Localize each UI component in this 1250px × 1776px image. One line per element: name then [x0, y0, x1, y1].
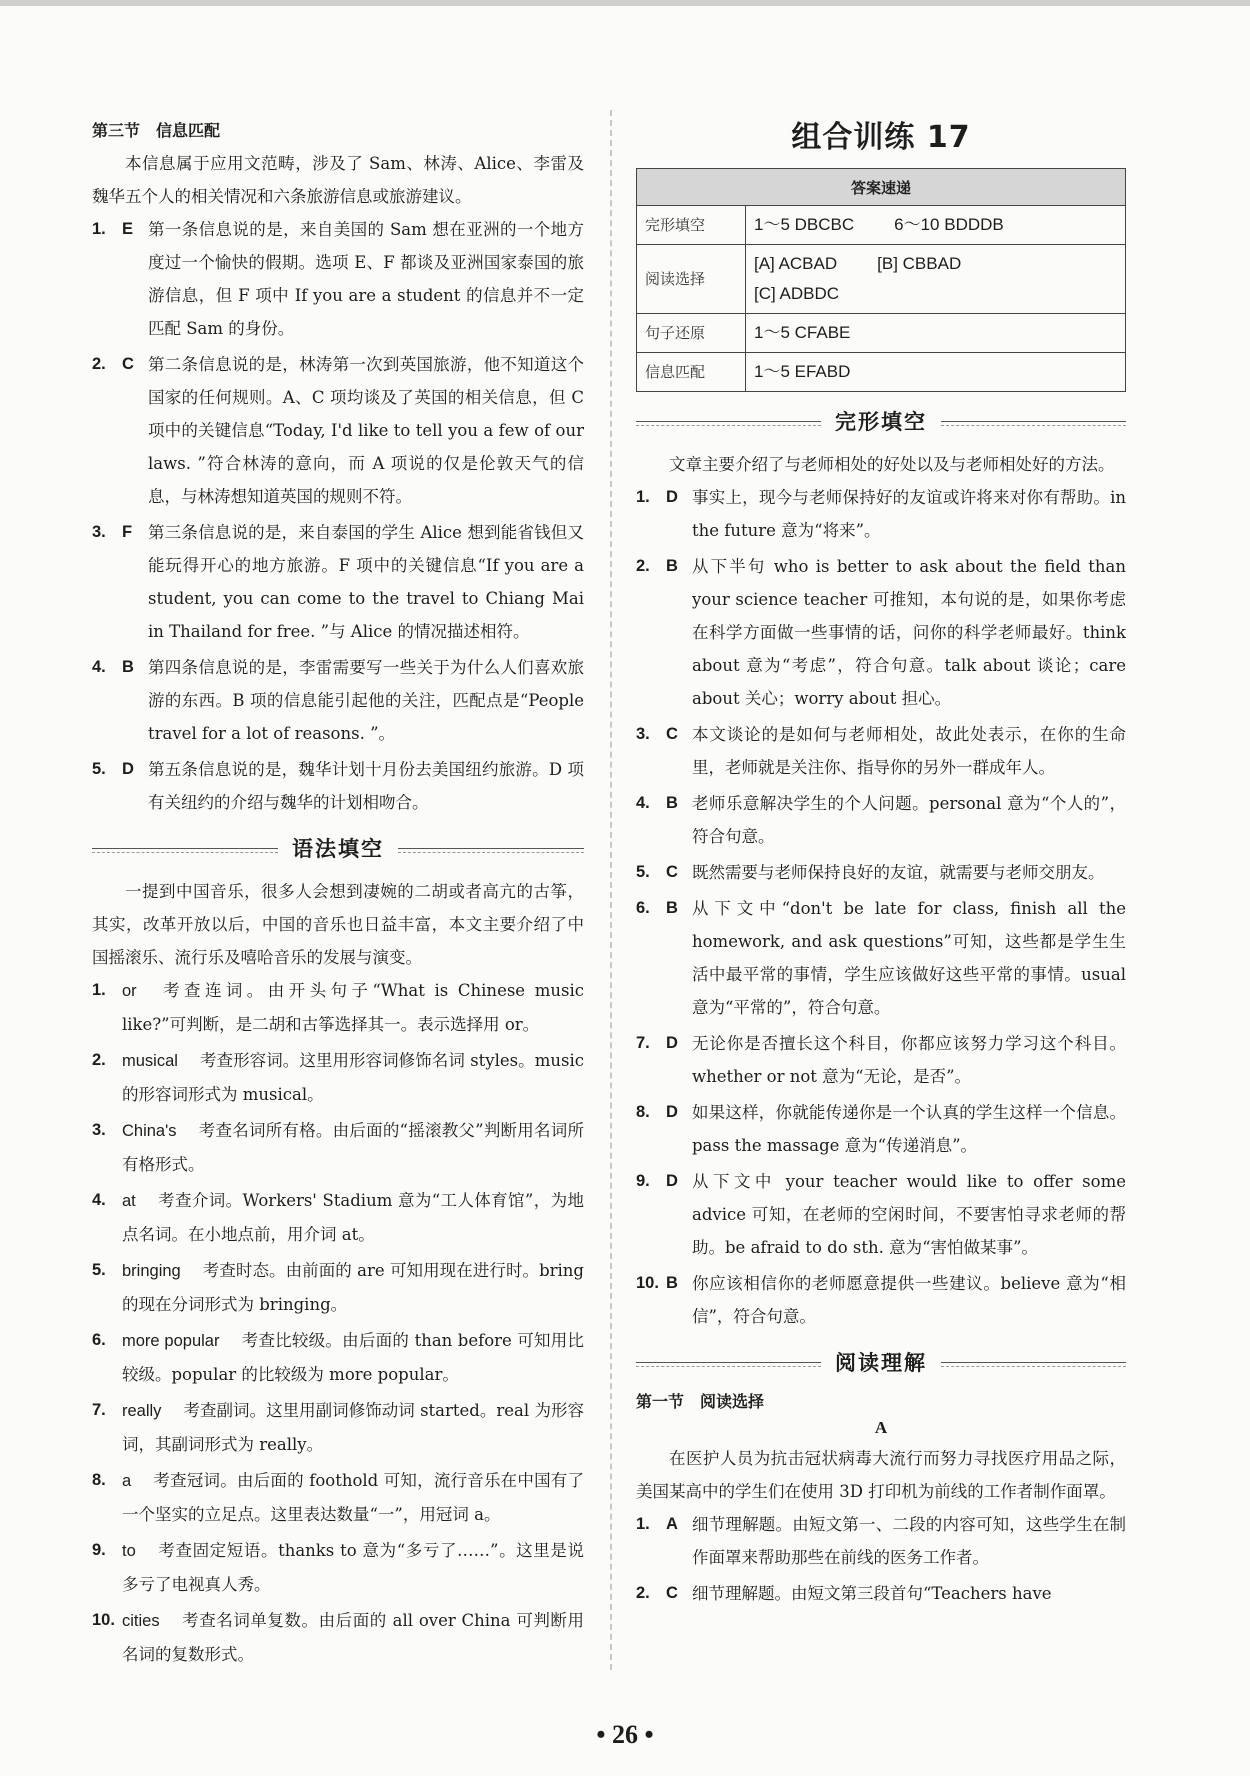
- answer-group: 1～5 DBCBC: [754, 215, 855, 234]
- item-answer: at: [122, 1192, 136, 1210]
- item-explanation: 考查副词。这里用副词修饰动词 started。real 为形容词，其副词形式为 really。: [122, 1401, 584, 1454]
- answer-item: [92, 1394, 584, 1461]
- item-explanation-block: [692, 481, 1126, 547]
- item-explanation: 考查名词所有格。由后面的“摇滚教父”判断用名词所有格形式。: [122, 1121, 584, 1174]
- answer-item: [92, 1114, 584, 1181]
- item-explanation-block: [122, 1324, 584, 1391]
- answer-group: 1～5 EFABD: [754, 362, 851, 381]
- item-answer: B: [666, 899, 678, 917]
- answer-item: [92, 1324, 584, 1391]
- answer-summary-table: [636, 168, 1126, 392]
- section-title-reading: 第一节 阅读选择: [636, 1392, 765, 1411]
- page-number: • 26 •: [596, 1720, 654, 1749]
- item-number: 4.: [92, 658, 106, 676]
- answer-table-row: [637, 206, 1126, 245]
- item-explanation-block: [122, 1044, 584, 1111]
- column-divider: [610, 110, 612, 1670]
- item-number: 1.: [636, 488, 650, 506]
- answer-group: 1～5 CFABE: [754, 323, 851, 342]
- item-number: 3.: [92, 1121, 106, 1139]
- matching-intro: 本信息属于应用文范畴，涉及了 Sam、林涛、Alice、李雷及魏华五个人的相关情况和六条旅游信息或旅游建议。: [92, 154, 584, 206]
- answer-table-row: [637, 353, 1126, 392]
- matching-answers: [92, 213, 584, 819]
- answer-item: [92, 213, 584, 345]
- cloze-answers: [636, 481, 1126, 1333]
- item-number: 8.: [92, 1471, 106, 1489]
- item-answer: China's: [122, 1122, 177, 1140]
- answer-item: [92, 974, 584, 1041]
- item-explanation: 从下文中“don't be late for class, finish all the homework, and ask questions”可知，这些都是学生生活中最平常的事情，学生应该做好这些平常的事情。usual 意为“平常的”，符合句意。: [692, 899, 1126, 1017]
- answer-group: [C] ADBDC: [754, 284, 840, 303]
- answer-item: [636, 856, 1126, 889]
- item-answer: C: [666, 863, 678, 881]
- left-column: [92, 110, 584, 1674]
- item-answer: bringing: [122, 1262, 181, 1280]
- item-explanation: 考查固定短语。thanks to 意为“多亏了……”。这里是说多亏了电视真人秀。: [122, 1541, 584, 1594]
- answer-item: [636, 1096, 1126, 1162]
- item-explanation: 第三条信息说的是，来自泰国的学生 Alice 想到能省钱但又能玩得开心的地方旅游。F 项中的关键信息“If you are a student, you can come to the travel to Chiang Mai in Thailand for free. ”与 Alice 的情况描述相符。: [148, 523, 584, 641]
- item-explanation: 从下文中 your teacher would like to offer some advice 可知，在老师的空闲时间，不要害怕寻求老师的帮助。be afraid to do sth. 意为“害怕做某事”。: [692, 1172, 1126, 1257]
- item-explanation-block: [122, 1394, 584, 1461]
- item-explanation-block: [122, 1114, 584, 1181]
- answer-item: [636, 718, 1126, 784]
- item-explanation-block: [122, 1254, 584, 1321]
- item-answer: B: [666, 794, 678, 812]
- answer-item: [92, 516, 584, 648]
- item-number: 1.: [636, 1515, 650, 1533]
- item-answer: A: [666, 1515, 678, 1533]
- answer-table-header: 答案速递: [637, 169, 1126, 206]
- item-explanation-block: [148, 753, 584, 819]
- answer-item: [92, 1184, 584, 1251]
- item-explanation: 考查冠词。由后面的 foothold 可知，流行音乐在中国有了一个坚实的立足点。这里表达数量“一”，用冠词 a。: [122, 1471, 584, 1524]
- top-edge: [0, 0, 1250, 6]
- item-answer: C: [122, 355, 134, 373]
- reading-banner: [636, 1347, 1126, 1377]
- item-number: 5.: [636, 863, 650, 881]
- item-answer: to: [122, 1542, 136, 1560]
- item-explanation: 考查形容词。这里用形容词修饰名词 styles。music 的形容词形式为 musical。: [122, 1051, 584, 1104]
- item-answer: C: [666, 1584, 678, 1602]
- item-explanation: 考查连词。由开头句子“What is Chinese music like?”可判断，是二胡和古筝选择其一。表示选择用 or。: [122, 981, 584, 1034]
- answer-table-key: 句子还原: [637, 314, 746, 353]
- answer-group: 6～10 BDDDB: [894, 215, 1004, 234]
- answer-table-value: [746, 314, 1126, 353]
- item-answer: musical: [122, 1052, 178, 1070]
- item-explanation-block: [692, 1165, 1126, 1264]
- page-title: 组合训练 17: [791, 120, 971, 155]
- answer-item: [92, 1604, 584, 1671]
- grammar-banner: [92, 833, 584, 863]
- section-title-matching: 第三节 信息匹配: [92, 121, 221, 140]
- item-answer: D: [666, 1034, 678, 1052]
- grammar-intro: 一提到中国音乐，很多人会想到凄婉的二胡或者高亢的古筝，其实，改革开放以后，中国的音乐也日益丰富，本文主要介绍了中国摇滚乐、流行乐及嘻哈音乐的发展与演变。: [92, 882, 584, 967]
- item-explanation-block: [692, 550, 1126, 715]
- item-number: 9.: [92, 1541, 106, 1559]
- grammar-banner-label: 语法填空: [292, 837, 384, 861]
- item-explanation: 考查介词。Workers' Stadium 意为“工人体育馆”，为地点名词。在小地点前，用介词 at。: [122, 1191, 584, 1244]
- answer-item: [92, 1534, 584, 1601]
- item-number: 4.: [636, 794, 650, 812]
- item-answer: more popular: [122, 1332, 220, 1350]
- answer-item: [92, 753, 584, 819]
- answer-item: [636, 1267, 1126, 1333]
- item-answer: a: [122, 1472, 132, 1490]
- item-explanation-block: [148, 651, 584, 750]
- item-explanation: 考查名词单复数。由后面的 all over China 可判断用名词的复数形式。: [122, 1611, 584, 1664]
- passage-label: A: [874, 1418, 888, 1437]
- item-explanation: 第二条信息说的是，林涛第一次到英国旅游，他不知道这个国家的任何规则。A、C 项均谈及了英国的相关信息，但 C 项中的关键信息“Today, I'd like to tell you a few of our laws. ”符合林涛的意向，而 A 项说的仅是伦敦天气的信息，与林涛想知道英国的规则不符。: [148, 355, 584, 506]
- item-number: 3.: [92, 523, 106, 541]
- item-explanation: 第一条信息说的是，来自美国的 Sam 想在亚洲的一个地方度过一个愉快的假期。选项 E、F 都谈及亚洲国家泰国的旅游信息，但 F 项中 If you are a student 的信息并不一定匹配 Sam 的身份。: [148, 220, 584, 338]
- item-answer: cities: [122, 1612, 160, 1630]
- item-explanation: 从下半句 who is better to ask about the field than your science teacher 可推知，本句说的是，如果你考虑在科学方面做一些事情的话，问你的科学老师最好。think about 意为“考虑”，符合句意。talk about 谈论；care about 关心；worry about 担心。: [692, 557, 1126, 708]
- answer-item: [92, 651, 584, 750]
- answer-item: [636, 1165, 1126, 1264]
- item-answer: C: [666, 725, 678, 743]
- item-explanation-block: [122, 1464, 584, 1531]
- item-answer: D: [666, 1103, 678, 1121]
- item-explanation: 无论你是否擅长这个科目，你都应该努力学习这个科目。whether or not 意为“无论，是否”。: [692, 1034, 1126, 1086]
- item-answer: B: [666, 1274, 678, 1292]
- item-explanation-block: [148, 516, 584, 648]
- item-explanation-block: [692, 718, 1126, 784]
- cloze-banner-label: 完形填空: [835, 410, 927, 434]
- item-explanation-block: [692, 1267, 1126, 1333]
- answer-item: [636, 1577, 1126, 1610]
- grammar-answers: [92, 974, 584, 1671]
- item-number: 8.: [636, 1103, 650, 1121]
- answer-item: [92, 348, 584, 513]
- item-number: 6.: [92, 1331, 106, 1349]
- item-explanation-block: [122, 974, 584, 1041]
- item-explanation: 细节理解题。由短文第一、二段的内容可知，这些学生在制作面罩来帮助那些在前线的医务工作者。: [692, 1515, 1126, 1567]
- answer-item: [636, 550, 1126, 715]
- cloze-intro: 文章主要介绍了与老师相处的好处以及与老师相处好的方法。: [669, 455, 1115, 474]
- answer-table-value: [746, 206, 1126, 245]
- item-explanation: 第四条信息说的是，李雷需要写一些关于为什么人们喜欢旅游的东西。B 项的信息能引起他的关注，匹配点是“People travel for a lot of reasons. ”。: [148, 658, 584, 743]
- item-number: 2.: [92, 355, 106, 373]
- item-explanation-block: [692, 1577, 1126, 1610]
- answer-table-key: 阅读选择: [637, 245, 746, 314]
- item-explanation: 事实上，现今与老师保持好的友谊或许将来对你有帮助。in the future 意为“将来”。: [692, 488, 1126, 540]
- reading-banner-label: 阅读理解: [835, 1351, 927, 1375]
- item-number: 10.: [636, 1274, 659, 1292]
- item-explanation: 细节理解题。由短文第三段首句“Teachers have: [692, 1584, 1052, 1603]
- answer-item: [636, 787, 1126, 853]
- item-explanation: 如果这样，你就能传递你是一个认真的学生这样一个信息。pass the massage 意为“传递消息”。: [692, 1103, 1126, 1155]
- answer-item: [636, 892, 1126, 1024]
- item-answer: F: [122, 523, 133, 541]
- answer-item: [636, 1508, 1126, 1574]
- answer-group: [B] CBBAD: [877, 254, 962, 273]
- item-number: 7.: [636, 1034, 650, 1052]
- item-number: 5.: [92, 1261, 106, 1279]
- item-explanation: 老师乐意解决学生的个人问题。personal 意为“个人的”，符合句意。: [692, 794, 1126, 846]
- item-number: 5.: [92, 760, 106, 778]
- answer-item: [636, 1027, 1126, 1093]
- item-explanation: 本文谈论的是如何与老师相处，故此处表示，在你的生命里，老师就是关注你、指导你的另外一群成年人。: [692, 725, 1126, 777]
- answer-table-key: 完形填空: [637, 206, 746, 245]
- item-explanation-block: [692, 1508, 1126, 1574]
- item-number: 4.: [92, 1191, 106, 1209]
- item-explanation: 既然需要与老师保持良好的友谊，就需要与老师交朋友。: [692, 863, 1105, 882]
- cloze-banner: [636, 406, 1126, 436]
- item-number: 1.: [92, 981, 106, 999]
- item-explanation: 考查时态。由前面的 are 可知用现在进行时。bring 的现在分词形式为 bringing。: [122, 1261, 584, 1314]
- item-number: 1.: [92, 220, 106, 238]
- answer-item: [92, 1254, 584, 1321]
- item-explanation-block: [122, 1534, 584, 1601]
- item-explanation: 第五条信息说的是，魏华计划十月份去美国纽约旅游。D 项有关纽约的介绍与魏华的计划相吻合。: [148, 760, 584, 812]
- answer-table-value: [746, 353, 1126, 392]
- item-answer: D: [666, 1172, 678, 1190]
- reading-intro: 在医护人员为抗击冠状病毒大流行而努力寻找医疗用品之际，美国某高中的学生们在使用 3D 打印机为前线的工作者制作面罩。: [636, 1449, 1126, 1501]
- item-number: 6.: [636, 899, 650, 917]
- answer-table-key: 信息匹配: [637, 353, 746, 392]
- item-answer: E: [122, 220, 134, 238]
- answer-table-row: [637, 314, 1126, 353]
- item-number: 9.: [636, 1172, 650, 1190]
- item-explanation-block: [692, 892, 1126, 1024]
- answer-item: [92, 1464, 584, 1531]
- item-answer: B: [122, 658, 134, 676]
- item-explanation: 考查比较级。由后面的 than before 可知用比较级。popular 的比较级为 more popular。: [122, 1331, 584, 1384]
- item-explanation: 你应该相信你的老师愿意提供一些建议。believe 意为“相信”，符合句意。: [692, 1274, 1126, 1326]
- item-explanation-block: [692, 1096, 1126, 1162]
- item-answer: D: [666, 488, 678, 506]
- item-number: 2.: [92, 1051, 106, 1069]
- item-number: 2.: [636, 1584, 650, 1602]
- answer-table-value: [746, 245, 1126, 314]
- item-explanation-block: [692, 1027, 1126, 1093]
- answer-item: [636, 481, 1126, 547]
- item-explanation-block: [692, 787, 1126, 853]
- item-explanation-block: [122, 1184, 584, 1251]
- answer-item: [92, 1044, 584, 1111]
- item-number: 7.: [92, 1401, 106, 1419]
- item-number: 2.: [636, 557, 650, 575]
- item-answer: B: [666, 557, 678, 575]
- item-explanation-block: [148, 348, 584, 513]
- item-answer: D: [122, 760, 134, 778]
- answer-group: [A] ACBAD: [754, 254, 838, 273]
- item-number: 3.: [636, 725, 650, 743]
- item-answer: or: [122, 982, 137, 1000]
- item-explanation-block: [122, 1604, 584, 1671]
- item-answer: really: [122, 1402, 162, 1420]
- reading-answers: [636, 1508, 1126, 1610]
- item-explanation-block: [148, 213, 584, 345]
- answer-table-row: [637, 245, 1126, 314]
- item-number: 10.: [92, 1611, 115, 1629]
- item-explanation-block: [692, 856, 1126, 889]
- right-column: [636, 110, 1126, 1613]
